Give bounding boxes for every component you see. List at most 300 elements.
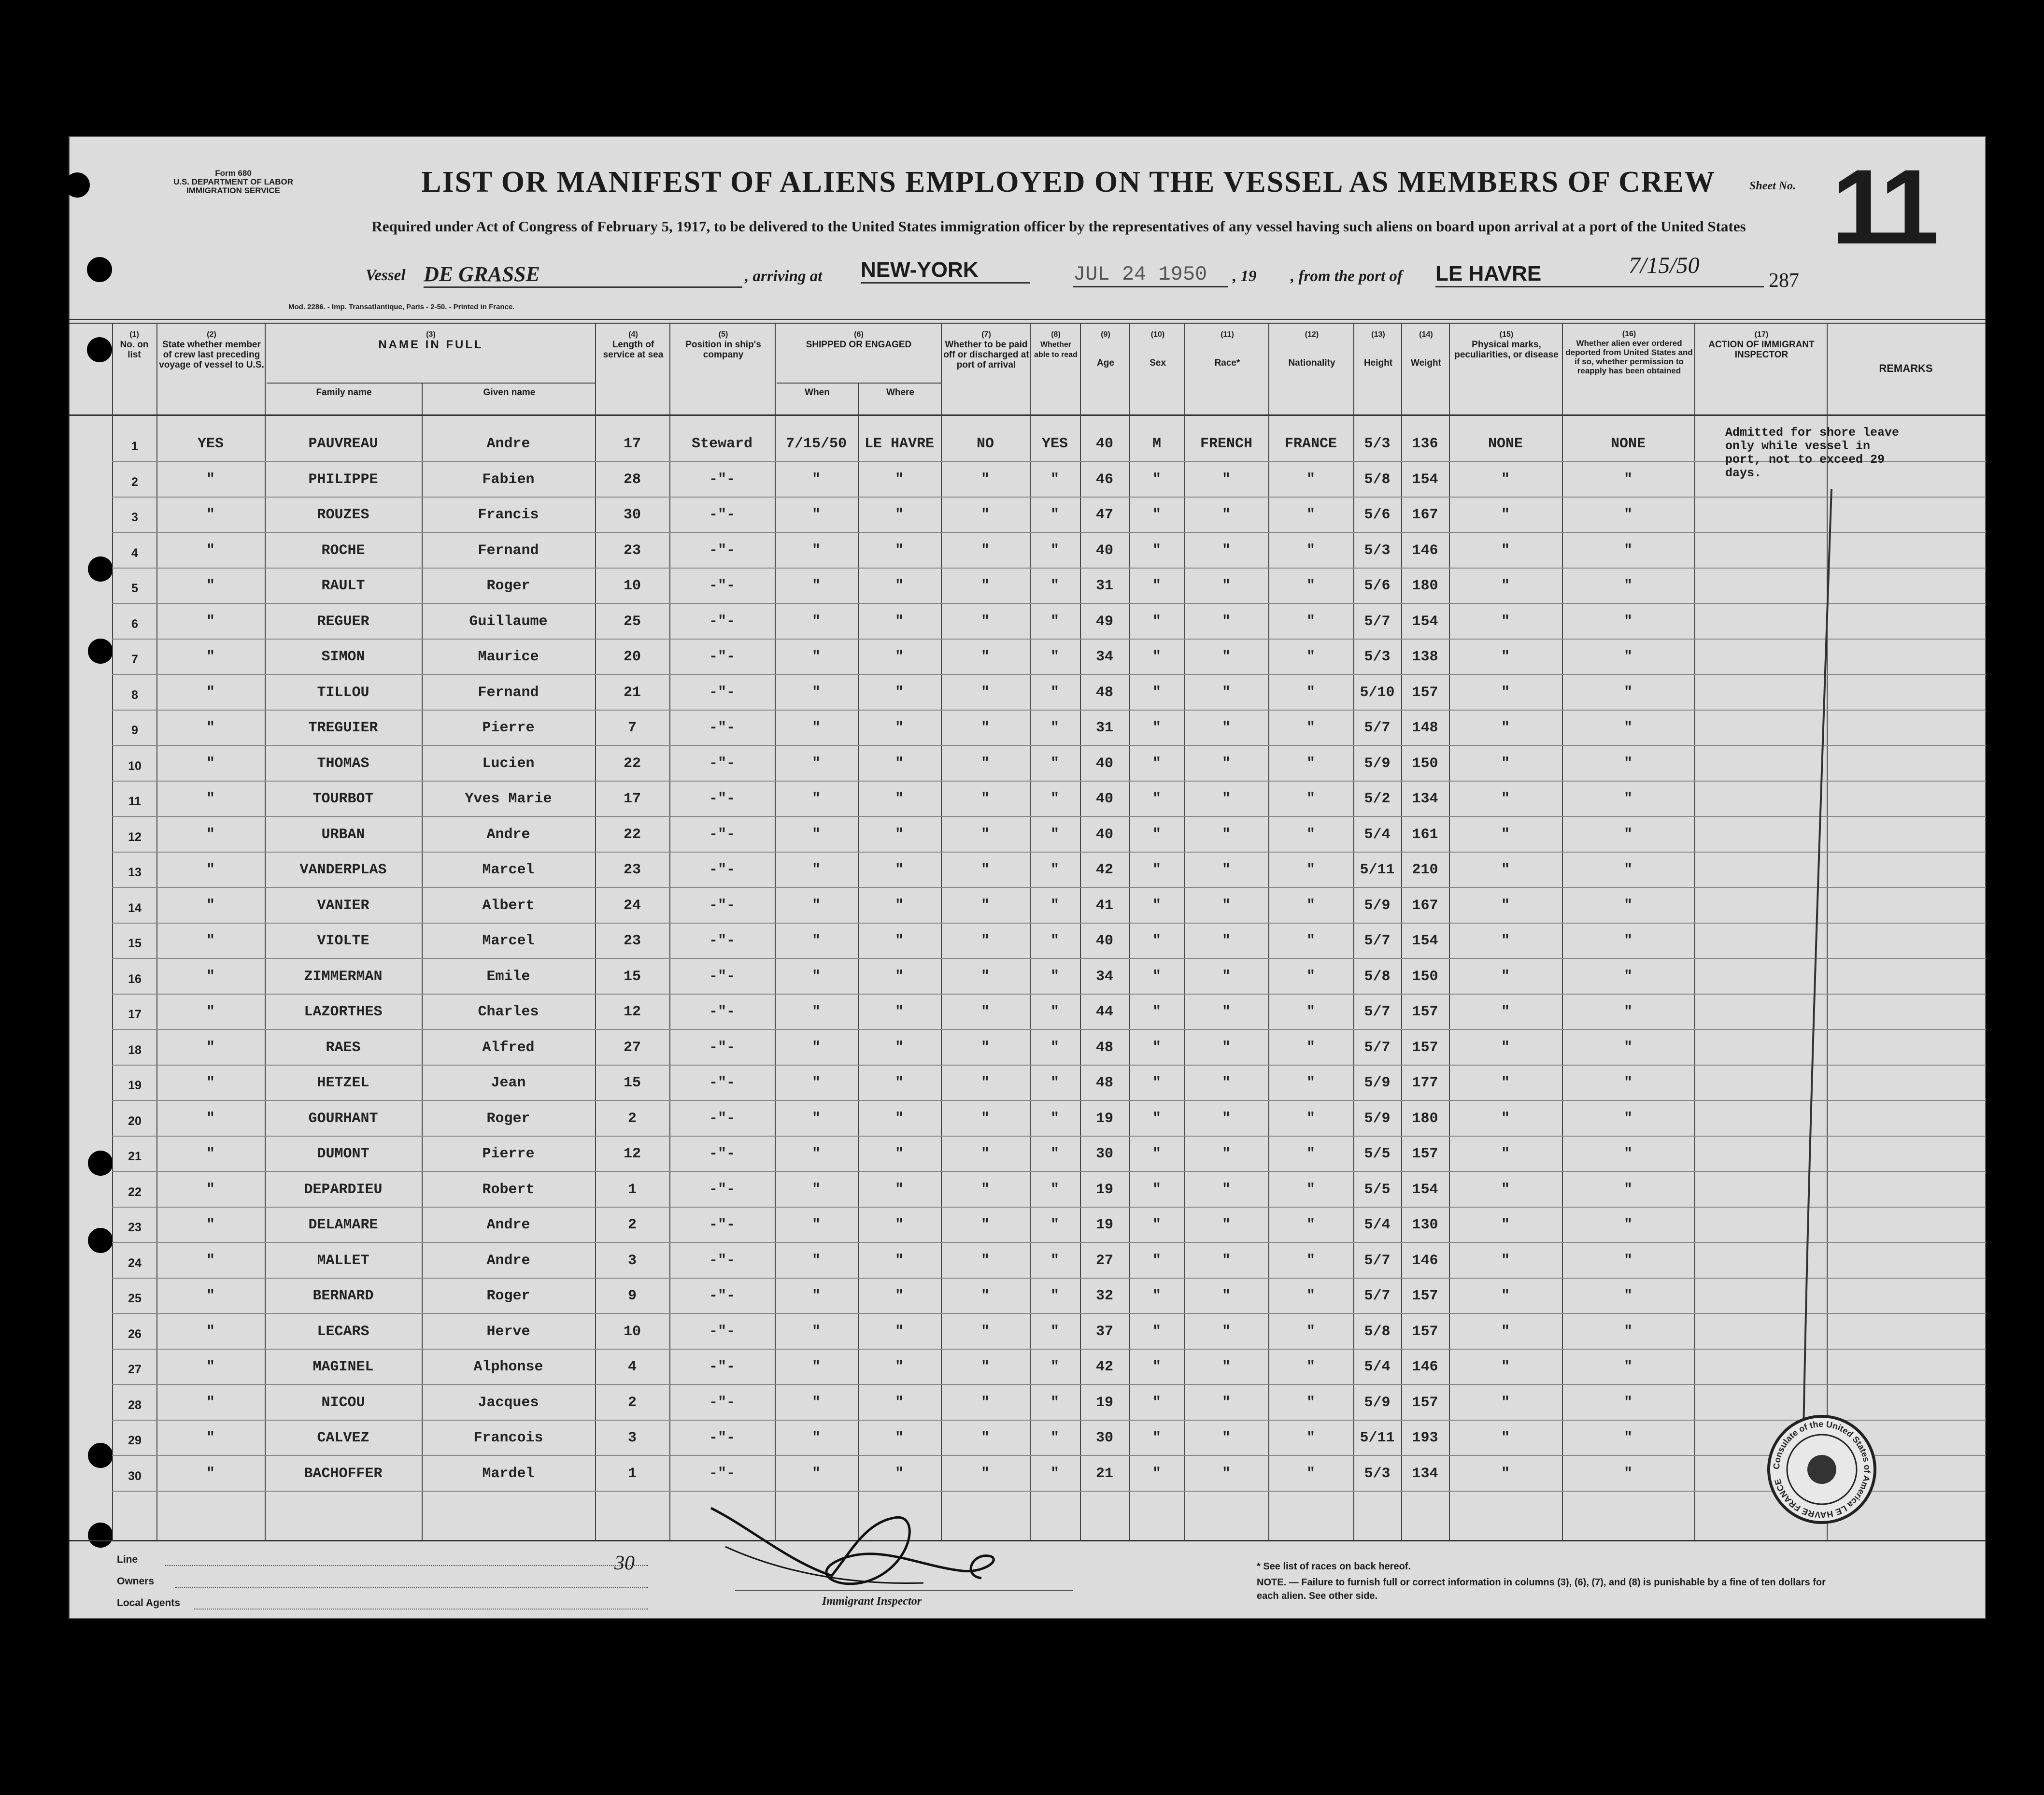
cell-nat: " <box>1306 507 1315 523</box>
col-physical-marks: Physical marks, peculiarities, or disease <box>1454 340 1559 360</box>
cell-nat: " <box>1306 542 1315 559</box>
cell-service: 21 <box>623 684 641 701</box>
cell-read: " <box>1050 1217 1059 1233</box>
cell-height: 5/5 <box>1364 1181 1391 1198</box>
cell-weight: 134 <box>1412 791 1438 807</box>
cell-age: 19 <box>1095 1394 1113 1411</box>
cell-marks: " <box>1501 1252 1510 1269</box>
cell-weight: 154 <box>1412 613 1438 630</box>
cell-weight: 138 <box>1412 649 1438 665</box>
cell-service: 23 <box>623 933 641 949</box>
cell-age: 19 <box>1095 1181 1113 1198</box>
cell-race: " <box>1221 897 1231 914</box>
cell-given: Pierre <box>482 720 535 736</box>
from-port: LE HAVRE <box>1435 262 1764 287</box>
cell-race: " <box>1221 1181 1231 1198</box>
cell-where: " <box>894 613 904 630</box>
cell-race: " <box>1221 1146 1231 1162</box>
cell-age: 37 <box>1095 1323 1113 1340</box>
cell-paid: " <box>980 507 990 523</box>
col-prev-voyage: State whether member of crew last preceding voyage of vessel to U.S. <box>159 340 264 370</box>
cell-nat: " <box>1306 1430 1315 1446</box>
cell-position: -"- <box>709 649 735 665</box>
cell-when: " <box>811 684 821 701</box>
cell-age: 19 <box>1095 1110 1113 1127</box>
cell-prev: " <box>206 1359 215 1375</box>
cell-read: " <box>1050 613 1059 630</box>
cell-nat: " <box>1306 471 1315 488</box>
cell-nat: " <box>1306 720 1315 736</box>
cell-service: 22 <box>623 826 641 843</box>
cell-paid: " <box>980 1394 990 1411</box>
cell-sex: " <box>1152 1465 1161 1482</box>
cell-position: -"- <box>709 613 735 630</box>
cell-family: RAES <box>326 1039 361 1056</box>
cell-when: " <box>811 1110 821 1127</box>
cell-position: -"- <box>709 1288 735 1304</box>
cell-family: LAZORTHES <box>304 1004 383 1020</box>
cell-where: " <box>894 1394 904 1411</box>
row-number: 29 <box>128 1434 142 1447</box>
cell-deported: " <box>1623 507 1632 523</box>
form-number: Form 680 <box>215 169 252 178</box>
row-number: 24 <box>128 1256 142 1270</box>
cell-given: Andre <box>486 1217 530 1233</box>
cell-age: 31 <box>1095 578 1113 594</box>
cell-given: Yves Marie <box>465 791 552 807</box>
cell-deported: " <box>1623 1181 1632 1198</box>
cell-position: -"- <box>709 1075 735 1091</box>
cell-nat: " <box>1306 1465 1315 1482</box>
row-number: 22 <box>128 1185 142 1199</box>
cell-read: " <box>1050 791 1059 807</box>
cell-service: 1 <box>627 1465 637 1482</box>
cell-service: 12 <box>623 1146 641 1162</box>
cell-weight: 150 <box>1412 968 1438 985</box>
cell-height: 5/2 <box>1364 791 1391 807</box>
cell-sex: " <box>1152 507 1161 523</box>
cell-where: " <box>894 1004 904 1020</box>
cell-family: REGUER <box>317 613 369 630</box>
cell-position: -"- <box>709 826 735 843</box>
date-stamp: JUL 24 1950 <box>1073 263 1228 287</box>
cell-service: 9 <box>627 1288 637 1304</box>
handwritten-total: 30 <box>614 1552 635 1574</box>
cell-where: " <box>894 968 904 985</box>
cell-when: " <box>811 1217 821 1233</box>
punch-hole <box>88 1228 113 1253</box>
cell-family: VIOLTE <box>317 933 369 949</box>
cell-paid: " <box>980 826 990 843</box>
cell-paid: " <box>980 1430 990 1446</box>
cell-prev: " <box>206 791 215 807</box>
cell-family: ZIMMERMAN <box>304 968 383 985</box>
cell-where: " <box>894 684 904 701</box>
department: U.S. DEPARTMENT OF LABOR <box>173 177 294 186</box>
cell-when: " <box>811 720 821 736</box>
punch-hole <box>88 1151 113 1176</box>
cell-where: " <box>894 755 904 772</box>
cell-weight: 154 <box>1412 933 1438 949</box>
cell-race: " <box>1221 1110 1231 1127</box>
cell-when: " <box>811 968 821 985</box>
cell-age: 49 <box>1095 613 1113 630</box>
cell-where: " <box>894 1359 904 1375</box>
cell-service: 2 <box>627 1217 637 1233</box>
inspector-label: Immigrant Inspector <box>822 1595 922 1608</box>
cell-when: " <box>811 755 821 772</box>
cell-deported: " <box>1623 1075 1632 1091</box>
cell-prev: " <box>206 1181 215 1198</box>
cell-given: Roger <box>486 1288 530 1304</box>
cell-sex: " <box>1152 1394 1161 1411</box>
cell-prev: " <box>206 1146 215 1162</box>
cell-weight: 146 <box>1412 1252 1438 1269</box>
cell-deported: " <box>1623 755 1632 772</box>
cell-prev: " <box>206 613 215 630</box>
cell-deported: " <box>1623 1217 1632 1233</box>
cell-when: " <box>811 1359 821 1375</box>
cell-marks: " <box>1501 1004 1510 1020</box>
cell-marks: " <box>1501 826 1510 843</box>
cell-race: " <box>1221 968 1231 985</box>
cell-read: YES <box>1041 436 1068 452</box>
cell-family: VANIER <box>317 897 369 914</box>
cell-read: " <box>1050 1181 1059 1198</box>
cell-sex: " <box>1152 720 1161 736</box>
cell-age: 44 <box>1095 1004 1113 1020</box>
cell-deported: " <box>1623 1465 1632 1482</box>
cell-age: 46 <box>1095 471 1113 488</box>
row-number: 27 <box>128 1363 142 1376</box>
punch-hole <box>88 1443 113 1468</box>
col-inspector-action: ACTION OF IMMIGRANT INSPECTOR <box>1708 340 1815 360</box>
cell-sex: " <box>1152 1110 1161 1127</box>
row-number: 4 <box>131 546 138 560</box>
row-number: 20 <box>128 1114 142 1128</box>
cell-prev: " <box>206 649 215 665</box>
cell-nat: FRANCE <box>1284 436 1337 452</box>
cell-marks: " <box>1501 1217 1510 1233</box>
cell-prev: " <box>206 684 215 701</box>
cell-prev: " <box>206 1217 215 1233</box>
cell-weight: 136 <box>1412 436 1438 452</box>
cell-service: 28 <box>623 471 641 488</box>
cell-prev: " <box>206 1288 215 1304</box>
cell-sex: " <box>1152 1075 1161 1091</box>
cell-service: 17 <box>623 791 641 807</box>
cell-age: 21 <box>1095 1465 1113 1482</box>
cell-family: TILLOU <box>317 684 369 701</box>
cell-when: " <box>811 791 821 807</box>
cell-service: 12 <box>623 1004 641 1020</box>
cell-age: 47 <box>1095 507 1113 523</box>
cell-service: 30 <box>623 507 641 523</box>
cell-where: " <box>894 1323 904 1340</box>
cell-weight: 150 <box>1412 755 1438 772</box>
cell-prev: " <box>206 862 215 878</box>
cell-paid: " <box>980 471 990 488</box>
cell-family: LECARS <box>317 1323 369 1340</box>
cell-age: 48 <box>1095 684 1113 701</box>
cell-marks: " <box>1501 968 1510 985</box>
cell-given: Jacques <box>478 1394 539 1411</box>
cell-deported: " <box>1623 649 1632 665</box>
cell-service: 10 <box>623 578 641 594</box>
cell-given: Robert <box>482 1181 535 1198</box>
cell-prev: " <box>206 933 215 949</box>
year-label: , 19 <box>1233 268 1257 285</box>
cell-weight: 134 <box>1412 1465 1438 1482</box>
col-age: Age <box>1097 358 1114 368</box>
col-no: No. on list <box>120 340 149 360</box>
cell-age: 40 <box>1095 436 1113 452</box>
cell-given: Roger <box>486 578 530 594</box>
cell-sex: " <box>1152 1146 1161 1162</box>
cell-race: FRENCH <box>1200 436 1253 452</box>
cell-where: " <box>894 578 904 594</box>
cell-nat: " <box>1306 1288 1315 1304</box>
cell-height: 5/3 <box>1364 649 1391 665</box>
cell-nat: " <box>1306 791 1315 807</box>
cell-nat: " <box>1306 684 1315 701</box>
col-when: When <box>805 387 830 398</box>
cell-read: " <box>1050 720 1059 736</box>
col-weight: Weight <box>1411 358 1441 368</box>
cell-paid: " <box>980 1359 990 1375</box>
row-number: 15 <box>128 937 142 950</box>
cell-family: GOURHANT <box>308 1110 378 1127</box>
cell-family: RAULT <box>321 578 365 594</box>
cell-height: 5/7 <box>1364 1004 1391 1020</box>
vessel-label: Vessel <box>366 267 406 284</box>
seal-text: Consulate of the United States of America LE HAVRE FRANCE <box>1771 1419 1873 1520</box>
cell-when: " <box>811 1075 821 1091</box>
cell-service: 20 <box>623 649 641 665</box>
cell-race: " <box>1221 720 1231 736</box>
cell-where: " <box>894 1252 904 1269</box>
cell-family: PHILIPPE <box>308 471 378 488</box>
cell-height: 5/7 <box>1364 720 1391 736</box>
cell-prev: " <box>206 1394 215 1411</box>
row-number: 6 <box>131 617 138 631</box>
cell-sex: " <box>1152 933 1161 949</box>
cell-given: Albert <box>482 897 535 914</box>
cell-paid: " <box>980 1110 990 1127</box>
col-where: Where <box>886 387 915 398</box>
cell-sex: " <box>1152 578 1161 594</box>
cell-deported: " <box>1623 897 1632 914</box>
cell-height: 5/10 <box>1360 684 1395 701</box>
cell-weight: 157 <box>1412 1004 1438 1020</box>
cell-family: THOMAS <box>317 755 369 772</box>
row-number: 16 <box>128 972 142 986</box>
cell-paid: " <box>980 1323 990 1340</box>
cell-race: " <box>1221 649 1231 665</box>
cell-when: " <box>811 1394 821 1411</box>
cell-where: " <box>894 507 904 523</box>
cell-weight: 157 <box>1412 1394 1438 1411</box>
cell-nat: " <box>1306 897 1315 914</box>
cell-age: 40 <box>1095 933 1113 949</box>
cell-weight: 180 <box>1412 578 1438 594</box>
page-title: LIST OR MANIFEST OF ALIENS EMPLOYED ON THE VESSEL AS MEMBERS OF CREW <box>421 166 1716 199</box>
cell-race: " <box>1221 1430 1231 1446</box>
cell-paid: " <box>980 1004 990 1020</box>
cell-paid: " <box>980 613 990 630</box>
cell-age: 34 <box>1095 968 1113 985</box>
cell-given: Fabien <box>482 471 535 488</box>
cell-given: Fernand <box>478 684 539 701</box>
cell-prev: " <box>206 471 215 488</box>
cell-race: " <box>1221 1217 1231 1233</box>
cell-weight: 161 <box>1412 826 1438 843</box>
cell-when: " <box>811 542 821 559</box>
cell-when: " <box>811 1288 821 1304</box>
cell-sex: " <box>1152 862 1161 878</box>
cell-sex: " <box>1152 1217 1161 1233</box>
cell-read: " <box>1050 1465 1059 1482</box>
cell-nat: " <box>1306 1181 1315 1198</box>
cell-deported: " <box>1623 1039 1632 1056</box>
cell-family: HETZEL <box>317 1075 369 1091</box>
cell-given: Guillaume <box>469 613 548 630</box>
cell-position: -"- <box>709 897 735 914</box>
cell-nat: " <box>1306 578 1315 594</box>
cell-marks: " <box>1501 684 1510 701</box>
col-nationality: Nationality <box>1288 358 1335 368</box>
row-number: 19 <box>128 1079 142 1092</box>
cell-position: -"- <box>709 720 735 736</box>
cell-read: " <box>1050 684 1059 701</box>
cell-given: Herve <box>486 1323 530 1340</box>
cell-height: 5/3 <box>1364 542 1391 559</box>
cell-race: " <box>1221 684 1231 701</box>
cell-height: 5/11 <box>1360 1430 1395 1446</box>
cell-where: " <box>894 542 904 559</box>
cell-where: LE HAVRE <box>864 436 935 452</box>
sheet-number: 11 <box>1831 147 1934 266</box>
cell-read: " <box>1050 542 1059 559</box>
cell-service: 25 <box>623 613 641 630</box>
cell-family: TREGUIER <box>308 720 378 736</box>
cell-when: " <box>811 1252 821 1269</box>
cell-given: Fernand <box>478 542 539 559</box>
cell-when: " <box>811 1146 821 1162</box>
cell-height: 5/11 <box>1360 862 1395 878</box>
col-height: Height <box>1363 358 1393 368</box>
cell-paid: " <box>980 791 990 807</box>
cell-deported: " <box>1623 720 1632 736</box>
cell-where: " <box>894 1110 904 1127</box>
row-number: 26 <box>128 1327 142 1341</box>
cell-read: " <box>1050 897 1059 914</box>
cell-paid: " <box>980 755 990 772</box>
cell-deported: " <box>1623 1430 1632 1446</box>
cell-height: 5/7 <box>1364 1039 1391 1056</box>
cell-nat: " <box>1306 1394 1315 1411</box>
cell-height: 5/9 <box>1364 1075 1391 1091</box>
row-number: 21 <box>128 1150 142 1163</box>
col-race: Race* <box>1214 358 1240 368</box>
row-number: 2 <box>131 475 138 489</box>
cell-paid: " <box>980 1039 990 1056</box>
cell-age: 48 <box>1095 1039 1113 1056</box>
cell-sex: " <box>1152 1430 1161 1446</box>
cell-prev: " <box>206 1075 215 1091</box>
cell-height: 5/6 <box>1364 507 1391 523</box>
cell-race: " <box>1221 755 1231 772</box>
cell-prev: " <box>206 720 215 736</box>
col-position: Position in ship's company <box>685 340 761 360</box>
row-number: 9 <box>131 724 138 737</box>
cell-marks: " <box>1501 1288 1510 1304</box>
cell-deported: " <box>1623 613 1632 630</box>
cell-position: -"- <box>709 1430 735 1446</box>
cell-when: " <box>811 1004 821 1020</box>
cell-when: " <box>811 1181 821 1198</box>
cell-race: " <box>1221 1075 1231 1091</box>
cell-where: " <box>894 1146 904 1162</box>
cell-service: 4 <box>627 1359 637 1375</box>
cell-position: -"- <box>709 1217 735 1233</box>
service: IMMIGRATION SERVICE <box>186 186 280 195</box>
cell-read: " <box>1050 1394 1059 1411</box>
cell-given: Charles <box>478 1004 539 1020</box>
cell-race: " <box>1221 1465 1231 1482</box>
print-line: Mod. 2286. - Imp. Transatlantique, Paris - 2-50. - Printed in France. <box>288 303 515 311</box>
cell-age: 40 <box>1095 755 1113 772</box>
cell-nat: " <box>1306 826 1315 843</box>
cell-age: 32 <box>1095 1288 1113 1304</box>
cell-where: " <box>894 897 904 914</box>
row-number: 28 <box>128 1398 142 1412</box>
col-family-name: Family name <box>316 387 372 398</box>
row-number: 8 <box>131 688 138 702</box>
cell-service: 2 <box>627 1394 637 1411</box>
cell-when: " <box>811 471 821 488</box>
cell-position: -"- <box>709 1323 735 1340</box>
cell-where: " <box>894 1288 904 1304</box>
cell-marks: " <box>1501 1039 1510 1056</box>
cell-paid: " <box>980 649 990 665</box>
cell-where: " <box>894 791 904 807</box>
row-number: 10 <box>128 759 142 773</box>
punch-hole <box>88 556 113 582</box>
cell-sex: " <box>1152 791 1161 807</box>
cell-weight: 177 <box>1412 1075 1438 1091</box>
col-remarks: REMARKS <box>1879 362 1933 374</box>
cell-when: 7/15/50 <box>785 436 847 452</box>
cell-marks: " <box>1501 542 1510 559</box>
cell-race: " <box>1221 471 1231 488</box>
cell-service: 3 <box>627 1252 637 1269</box>
cell-family: DUMONT <box>317 1146 369 1162</box>
cell-marks: " <box>1501 1181 1510 1198</box>
row-number: 3 <box>131 511 138 524</box>
cell-read: " <box>1050 649 1059 665</box>
row-number: 25 <box>128 1292 142 1305</box>
cell-race: " <box>1221 791 1231 807</box>
cell-position: -"- <box>709 1465 735 1482</box>
cell-deported: " <box>1623 471 1632 488</box>
cell-nat: " <box>1306 1110 1315 1127</box>
cell-family: NICOU <box>321 1394 365 1411</box>
cell-deported: " <box>1623 1110 1632 1127</box>
row-number: 12 <box>128 830 142 844</box>
cell-service: 17 <box>623 436 641 452</box>
cell-race: " <box>1221 613 1231 630</box>
